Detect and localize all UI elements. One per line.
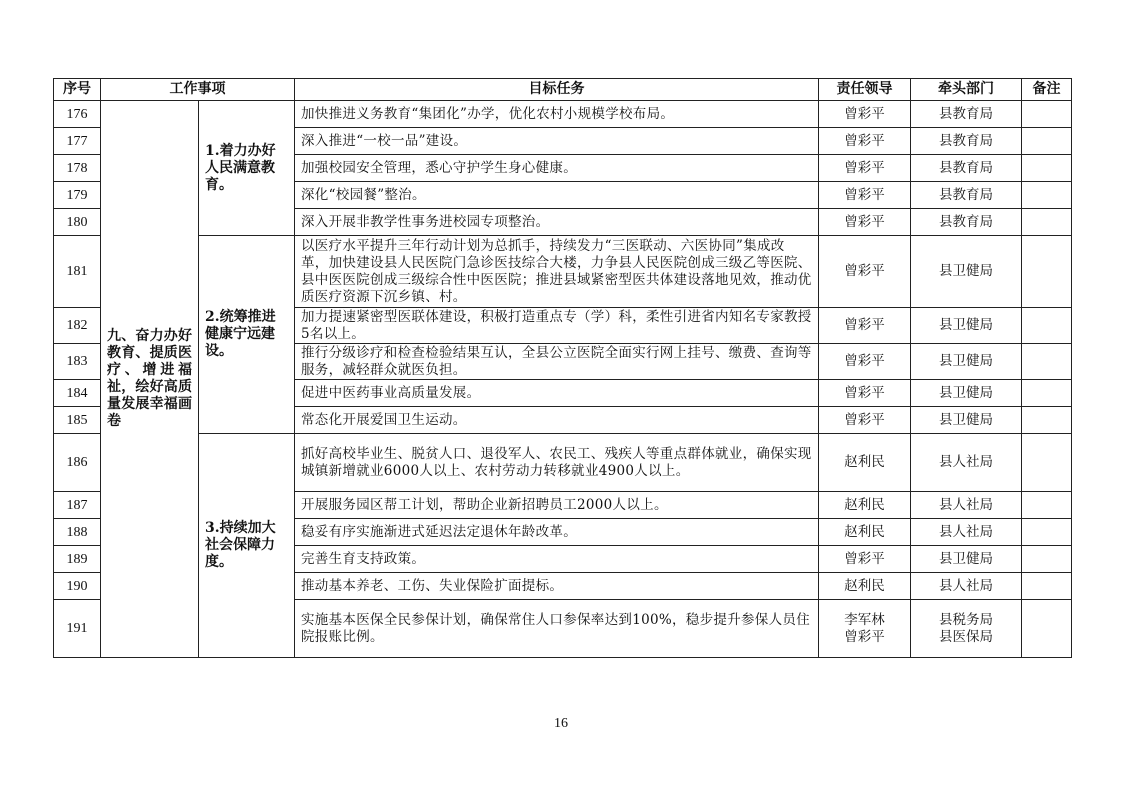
task-cell: 深化“校园餐”整治。 bbox=[295, 182, 819, 209]
row-number: 189 bbox=[54, 546, 101, 573]
task-cell: 推行分级诊疗和检查检验结果互认，全县公立医院全面实行网上挂号、缴费、查询等服务，减轻群众就医负担。 bbox=[295, 344, 819, 380]
leader-name: 李军林 bbox=[844, 611, 885, 628]
note-cell bbox=[1022, 101, 1072, 128]
task-table bbox=[53, 78, 1072, 658]
dept-cell: 县人社局 bbox=[911, 434, 1022, 492]
row-number: 182 bbox=[54, 308, 101, 344]
leader-cell: 曾彩平 bbox=[819, 101, 911, 128]
row-number: 176 bbox=[54, 101, 101, 128]
note-cell bbox=[1022, 128, 1072, 155]
subgroup-cell: 2.统筹推进健康宁远建设。 bbox=[199, 236, 295, 434]
note-cell bbox=[1022, 546, 1072, 573]
row-number: 191 bbox=[54, 600, 101, 658]
row-number: 180 bbox=[54, 209, 101, 236]
col-header-item: 工作事项 bbox=[101, 79, 295, 101]
row-number: 178 bbox=[54, 155, 101, 182]
row-number: 183 bbox=[54, 344, 101, 380]
col-header-leader: 责任领导 bbox=[819, 79, 911, 101]
col-header-note: 备注 bbox=[1022, 79, 1072, 101]
leader-cell: 曾彩平 bbox=[819, 209, 911, 236]
table-row bbox=[54, 434, 1072, 492]
note-cell bbox=[1022, 155, 1072, 182]
task-cell: 加强校园安全管理，悉心守护学生身心健康。 bbox=[295, 155, 819, 182]
task-cell: 常态化开展爱国卫生运动。 bbox=[295, 407, 819, 434]
task-cell: 深入开展非教学性事务进校园专项整治。 bbox=[295, 209, 819, 236]
task-cell: 开展服务园区帮工计划，帮助企业新招聘员工2000人以上。 bbox=[295, 492, 819, 519]
dept-name: 县税务局 bbox=[939, 611, 993, 628]
dept-cell: 县人社局 bbox=[911, 519, 1022, 546]
dept-cell: 县教育局 bbox=[911, 128, 1022, 155]
row-number: 188 bbox=[54, 519, 101, 546]
row-number: 184 bbox=[54, 380, 101, 407]
dept-cell: 县教育局 bbox=[911, 101, 1022, 128]
dept-cell: 县人社局 bbox=[911, 492, 1022, 519]
page-number: 16 bbox=[554, 716, 568, 731]
leader-cell: 赵利民 bbox=[819, 519, 911, 546]
leader-cell: 赵利民 bbox=[819, 573, 911, 600]
leader-cell: 曾彩平 bbox=[819, 546, 911, 573]
col-header-seq: 序号 bbox=[54, 79, 101, 101]
leader-cell: 曾彩平 bbox=[819, 128, 911, 155]
leader-cell: 赵利民 bbox=[819, 492, 911, 519]
note-cell bbox=[1022, 492, 1072, 519]
dept-cell: 县教育局 bbox=[911, 155, 1022, 182]
row-number: 187 bbox=[54, 492, 101, 519]
task-cell: 加力提速紧密型医联体建设，积极打造重点专（学）科，柔性引进省内知名专家教授5名以上。 bbox=[295, 308, 819, 344]
note-cell bbox=[1022, 519, 1072, 546]
task-cell: 促进中医药事业高质量发展。 bbox=[295, 380, 819, 407]
dept-cell: 县教育局 bbox=[911, 209, 1022, 236]
dept-cell: 县教育局 bbox=[911, 182, 1022, 209]
note-cell bbox=[1022, 209, 1072, 236]
dept-cell bbox=[911, 600, 1022, 658]
note-cell bbox=[1022, 380, 1072, 407]
row-number: 190 bbox=[54, 573, 101, 600]
category-cell: 九、奋力办好教育、提质医疗、增进福祉，绘好高质量发展幸福画卷 bbox=[101, 101, 199, 658]
task-cell: 深入推进“一校一品”建设。 bbox=[295, 128, 819, 155]
leader-cell: 曾彩平 bbox=[819, 182, 911, 209]
leader-cell: 曾彩平 bbox=[819, 344, 911, 380]
row-number: 186 bbox=[54, 434, 101, 492]
leader-cell: 曾彩平 bbox=[819, 155, 911, 182]
dept-name: 县医保局 bbox=[939, 628, 993, 645]
leader-cell: 曾彩平 bbox=[819, 236, 911, 308]
table-row bbox=[54, 101, 1072, 128]
dept-cell: 县卫健局 bbox=[911, 308, 1022, 344]
subgroup-cell: 3.持续加大社会保障力度。 bbox=[199, 434, 295, 658]
task-cell: 完善生育支持政策。 bbox=[295, 546, 819, 573]
dept-cell: 县卫健局 bbox=[911, 407, 1022, 434]
note-cell bbox=[1022, 236, 1072, 308]
table-row bbox=[54, 236, 1072, 308]
row-number: 185 bbox=[54, 407, 101, 434]
subgroup-cell: 1.着力办好人民满意教育。 bbox=[199, 101, 295, 236]
col-header-dept: 牵头部门 bbox=[911, 79, 1022, 101]
note-cell bbox=[1022, 344, 1072, 380]
leader-cell: 曾彩平 bbox=[819, 407, 911, 434]
dept-cell: 县人社局 bbox=[911, 573, 1022, 600]
task-cell: 推动基本养老、工伤、失业保险扩面提标。 bbox=[295, 573, 819, 600]
col-header-goal: 目标任务 bbox=[295, 79, 819, 101]
dept-cell: 县卫健局 bbox=[911, 236, 1022, 308]
note-cell bbox=[1022, 573, 1072, 600]
task-cell: 以医疗水平提升三年行动计划为总抓手，持续发力“三医联动、六医协同”集成改革，加快建设县人民医院门急诊医技综合大楼，力争县人民医院创成三级乙等医院、县中医医院创成三级综合性中医医院；推进县域紧密型医共体建设落地见效，推动优质医疗资源下沉乡镇、村。 bbox=[295, 236, 819, 308]
row-number: 181 bbox=[54, 236, 101, 308]
header-row bbox=[54, 79, 1072, 101]
dept-cell: 县卫健局 bbox=[911, 380, 1022, 407]
row-number: 177 bbox=[54, 128, 101, 155]
dept-cell: 县卫健局 bbox=[911, 546, 1022, 573]
task-cell: 抓好高校毕业生、脱贫人口、退役军人、农民工、残疾人等重点群体就业，确保实现城镇新增就业6000人以上、农村劳动力转移就业4900人以上。 bbox=[295, 434, 819, 492]
note-cell bbox=[1022, 407, 1072, 434]
dept-cell: 县卫健局 bbox=[911, 344, 1022, 380]
leader-cell: 曾彩平 bbox=[819, 308, 911, 344]
leader-cell: 赵利民 bbox=[819, 434, 911, 492]
task-cell: 稳妥有序实施渐进式延迟法定退休年龄改革。 bbox=[295, 519, 819, 546]
note-cell bbox=[1022, 600, 1072, 658]
task-cell: 加快推进义务教育“集团化”办学，优化农村小规模学校布局。 bbox=[295, 101, 819, 128]
note-cell bbox=[1022, 308, 1072, 344]
note-cell bbox=[1022, 182, 1072, 209]
row-number: 179 bbox=[54, 182, 101, 209]
note-cell bbox=[1022, 434, 1072, 492]
leader-cell bbox=[819, 600, 911, 658]
task-cell: 实施基本医保全民参保计划，确保常住人口参保率达到100%，稳步提升参保人员住院报账比例。 bbox=[295, 600, 819, 658]
leader-name: 曾彩平 bbox=[844, 628, 885, 645]
leader-cell: 曾彩平 bbox=[819, 380, 911, 407]
